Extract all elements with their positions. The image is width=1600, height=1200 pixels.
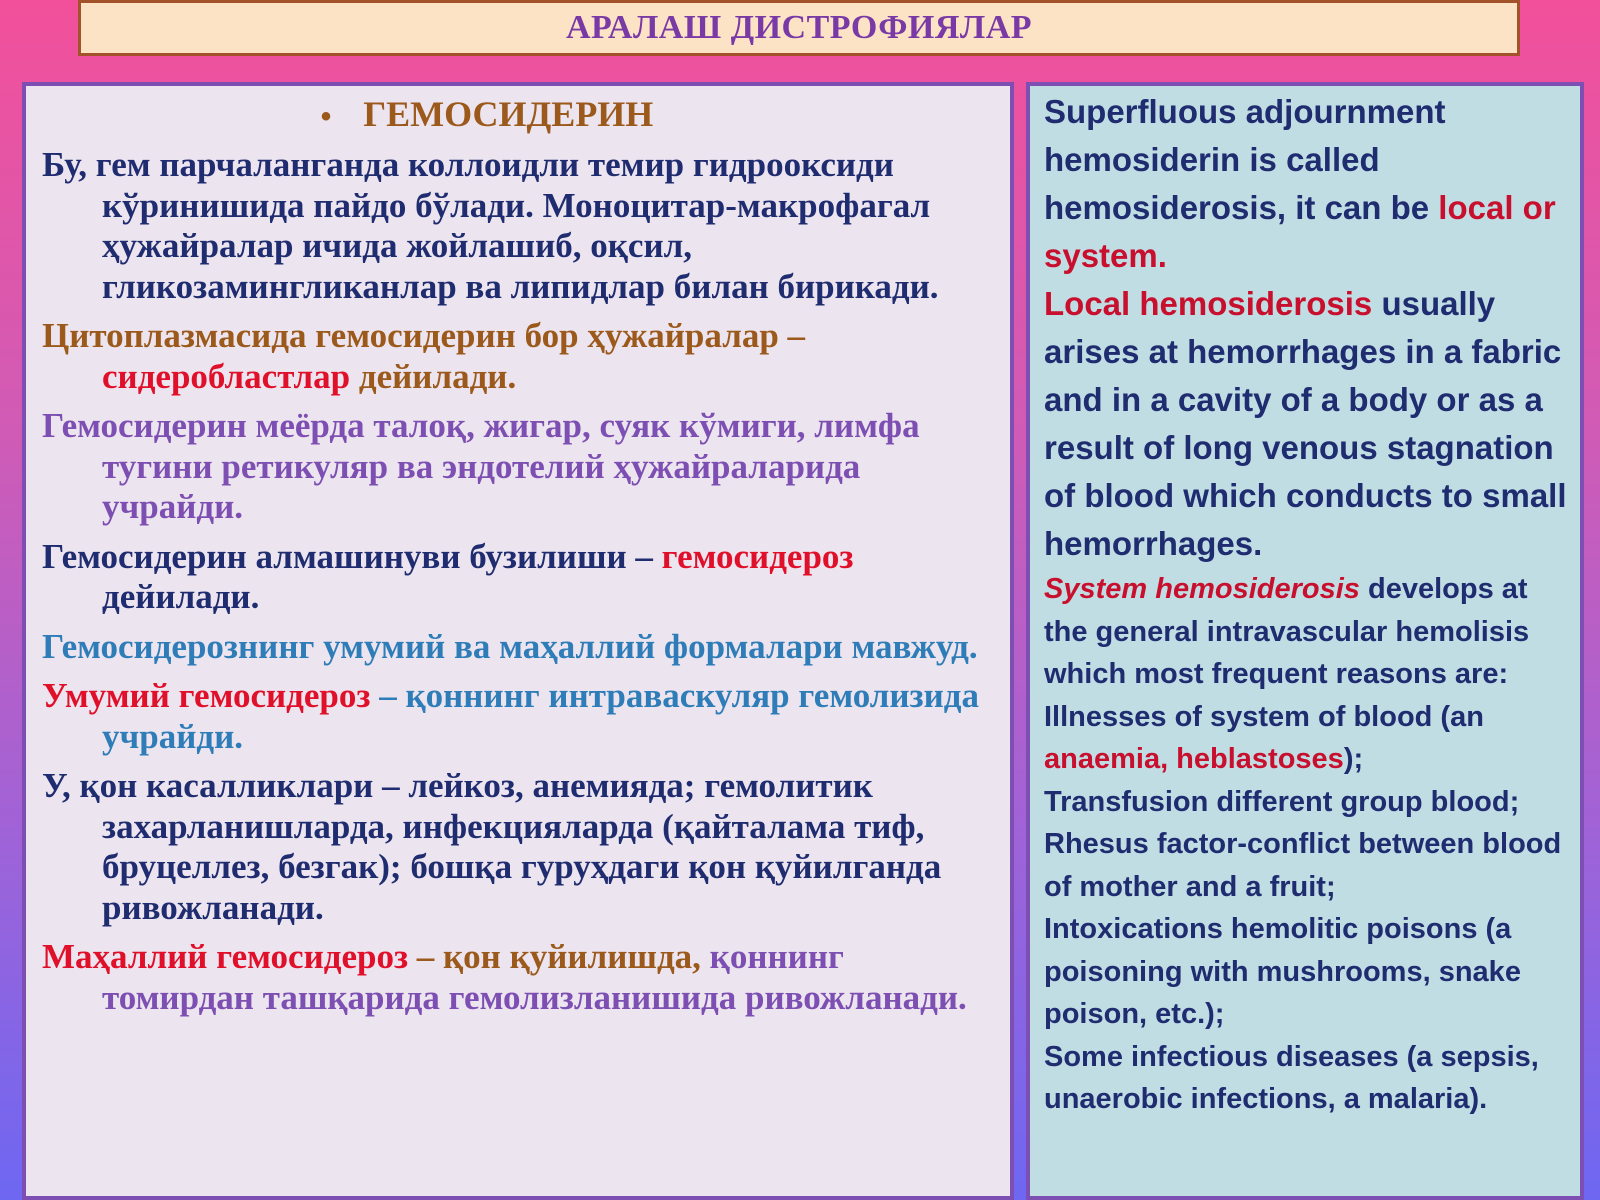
right-paragraph-1-part-a: Superfluous adjournment hemosiderin is called hemosiderosis, it can be xyxy=(1044,93,1446,226)
paragraph-2-part-c: дейилади. xyxy=(350,356,517,396)
paragraph-4-part-c: дейилади. xyxy=(102,577,260,616)
right-paragraph-1 xyxy=(1044,88,1570,280)
paragraph-2-part-a: Цитоплазмасида гемосидерин бор ҳужайралар – xyxy=(42,316,806,355)
paragraph-6-term: Умумий гемосидероз xyxy=(42,676,371,715)
right-paragraph-7: Intoxications hemolitic poisons (a poisoning with mushrooms, snake poison, etc.); xyxy=(1044,913,1521,1030)
paragraph-8 xyxy=(42,937,992,1018)
paragraph-2 xyxy=(42,316,992,397)
paragraph-8-term: Маҳаллий гемосидероз xyxy=(42,937,409,976)
paragraph-8-part-c: қоннинг томирдан ташқарида гемолизланишида ривожланади. xyxy=(102,937,967,1017)
right-paragraph-8: Some infectious diseases (a sepsis, unaerobic infections, a malaria). xyxy=(1044,1040,1539,1115)
paragraph-2-term: сидеробластлар xyxy=(102,356,351,396)
right-paragraph-4-term: anaemia, heblastoses xyxy=(1044,743,1344,775)
right-paragraph-4-part-c: ); xyxy=(1343,743,1364,775)
right-paragraph-3 xyxy=(1044,568,1570,696)
right-paragraph-5: Transfusion different group blood; xyxy=(1044,785,1520,818)
paragraph-7: У, қон касалликлари – лейкоз, анемияда; гемолитик захарланишларда, инфекцияларда (қайталама тиф, бруцеллез, безгак); бошқа гуруҳдаги қон қуйилганда ривожланади. xyxy=(42,766,942,927)
left-heading-text: ГЕМОСИДЕРИН xyxy=(363,94,654,134)
right-paragraph-3-term: System hemosiderosis xyxy=(1044,573,1360,605)
paragraph-6 xyxy=(42,676,992,757)
paragraph-1: Бу, гем парчаланганда коллоидли темир гидрооксиди кўринишида пайдо бўлади. Моноцитар-макрофагал ҳужайралар ичида жойлашиб, оқсил, гликозамингликанлар ва липидлар билан бирикади. xyxy=(42,145,939,306)
bullet-icon: • xyxy=(320,100,332,133)
right-paragraph-2 xyxy=(1044,280,1570,568)
paragraph-5: Гемосидерознинг умумий ва маҳаллий формалари мавжуд. xyxy=(42,626,978,666)
right-paragraph-2-part-b: usually arises at hemorrhages in a fabric and in a cavity of a body or as a result of long venous stagnation of blood which conducts to small hemorrhages. xyxy=(1044,285,1567,562)
paragraph-6-part-b: – қоннинг интраваскуляр гемолизида учрайди. xyxy=(102,676,979,756)
page-title: АРАЛАШ ДИСТРОФИЯЛАР xyxy=(565,9,1033,46)
paragraph-4-term: гемосидероз xyxy=(661,536,854,576)
paragraph-4 xyxy=(42,537,992,618)
paragraph-3: Гемосидерин меёрда талоқ, жигар, суяк кўмиги, лимфа тугини ретикуляр ва эндотелий ҳужайраларида учрайди. xyxy=(42,406,920,526)
right-paragraph-1-term: local or system. xyxy=(1044,189,1556,274)
left-text-panel xyxy=(22,82,1014,1200)
title-banner xyxy=(78,0,1520,56)
right-paragraph-3-part-b: develops at the general intravascular hemolisis which most frequent reasons are: xyxy=(1044,573,1530,690)
right-text-panel xyxy=(1026,82,1584,1200)
right-paragraph-2-term: Local hemosiderosis xyxy=(1044,285,1373,322)
right-paragraph-4 xyxy=(1044,696,1570,781)
paragraph-4-part-a: Гемосидерин алмашинуви бузилиши – xyxy=(42,536,662,576)
right-paragraph-6: Rhesus factor-conflict between blood of mother and a fruit; xyxy=(1044,828,1562,903)
paragraph-8-part-b: – қон қуйилишда, xyxy=(408,937,710,976)
left-heading xyxy=(42,92,992,139)
right-paragraph-4-part-a: Illnesses of system of blood (an xyxy=(1044,700,1484,733)
